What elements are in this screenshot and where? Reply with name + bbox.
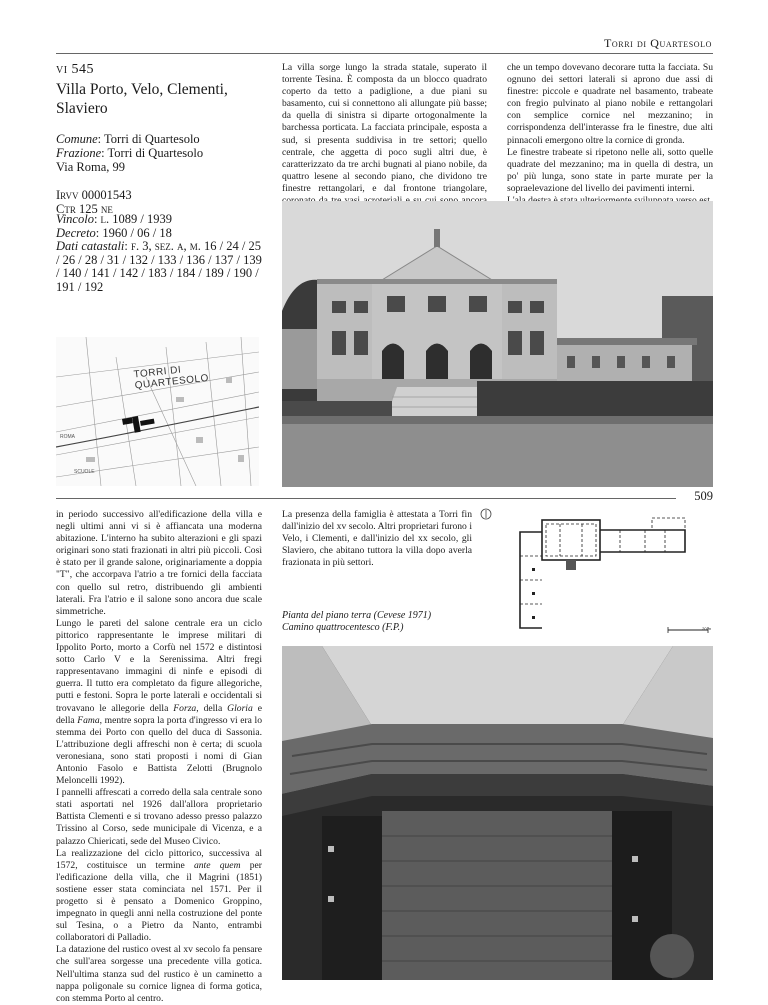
comune-row bbox=[56, 132, 256, 146]
text-run: e della bbox=[56, 702, 262, 726]
map-school-label: SCUOLE bbox=[74, 469, 95, 475]
fireplace-drawing bbox=[282, 646, 713, 980]
text-run: , della bbox=[196, 702, 228, 714]
paragraph bbox=[56, 848, 262, 945]
figure-captions bbox=[282, 610, 462, 634]
text-run: , mentre sopra la porta d'ingresso vi era lo stemma dei Porto con quello del duca di Sassonia. L'attribuzione degli affreschi non è certa; di scuola veronesiana, sono stati proposti i nomi di Gian Antonio Fasolo e Battista Zelotti (Brugnolo Meloncelli 1992). bbox=[56, 714, 262, 787]
paragraph: La presenza della famiglia è attestata a Torri fin dall'inizio del xv secolo. Altri proprietari furono i Velo, i Clementi, e dall'inizio del xx secolo, gli Slaviero, che abitano tuttora la villa dopo averla frazionata in più settori. bbox=[282, 509, 472, 569]
entry-code: vi 545 bbox=[56, 62, 95, 77]
facade-drawing bbox=[282, 201, 713, 487]
decreto-value: : 1960 / 06 / 18 bbox=[95, 225, 172, 240]
allegory-fama: Fama bbox=[77, 714, 100, 726]
comune-label: Comune bbox=[56, 132, 98, 146]
paragraph bbox=[56, 618, 262, 787]
vincolo-label: Vincolo bbox=[56, 212, 94, 226]
paragraph: in periodo successivo all'edificazione della villa e negli ultimi anni vi si è affiancata una moderna abitazione. L'interno ha subito alterazioni e gli spazi originari sono stati frazionati in altri più piccoli. Così è stato per il grande salone, originariamente a doppia "T", che accorpava l'atrio a tre fornici della facciata con quello sul retro, distribuendo gli ambienti laterali. Fra l'atrio e il salone sono ancora due scale simmetriche. bbox=[56, 509, 262, 617]
location-block bbox=[56, 132, 256, 174]
text-column-2-top bbox=[282, 62, 487, 219]
catalogue-entry bbox=[56, 60, 256, 216]
fireplace-photo bbox=[282, 646, 713, 980]
decreto-label: Decreto bbox=[56, 225, 96, 240]
frazione-value: : Torri di Quartesolo bbox=[101, 146, 204, 160]
comune-value: : Torri di Quartesolo bbox=[97, 132, 200, 146]
vincolo-value: : l. 1089 / 1939 bbox=[93, 212, 173, 226]
page-number: 509 bbox=[694, 489, 713, 503]
location-map bbox=[56, 337, 259, 486]
paragraph: Le finestre trabeate si ripetono nelle ali, sotto quelle quadrate del mezzanino; ma in quella di destra, un po' più lunga, sono state in parte murate per la sopraelevazione del livello dei pavimenti interni. bbox=[507, 146, 713, 194]
villa-name: Villa Porto, Velo, Clementi, Slaviero bbox=[56, 81, 228, 117]
paragraph: I pannelli affrescati a corredo della sala centrale sono stati asportati nel 1926 dall'allora proprietario Battista Clementi e si trovano adesso presso palazzo Trissino al Corso, sede municipale di Vicenza, e a palazzo Chiericati, sede del Museo Civico. bbox=[56, 787, 262, 847]
photo-caption: Camino quattrocentesco (F.P.) bbox=[282, 622, 404, 633]
frazione-row bbox=[56, 146, 256, 160]
plan-scale-label: 20 m bbox=[702, 626, 711, 631]
frazione-label: Frazione bbox=[56, 146, 102, 160]
irvv-code: Irvv 00001543 bbox=[56, 188, 132, 202]
address: Via Roma, 99 bbox=[56, 160, 126, 174]
text-column-1-bottom bbox=[56, 509, 262, 1005]
vincolo-row bbox=[56, 213, 266, 227]
catastali-label: Dati catastali bbox=[56, 239, 125, 253]
running-header: Torri di Quartesolo bbox=[603, 36, 712, 50]
text-run: per l'edificazione della villa, che il Magrini (1851) sostiene esser stata cominciata nel 1571. Per il progetto si è pensato a Domenico Groppino, impegnato in quegli anni nella costruzione del ponte sul Tesina, o a Pietro da Nanto, entrambi collaboratori di Palladio. bbox=[56, 859, 262, 944]
paragraph: La villa sorge lungo la strada statale, superato il torrente Tesina. È composta da un blocco quadrato coperto da tetto a padiglione, a due piani su basamento, cui si connettono ali allungate più basse; da quella di sinistra si diparte ortogonalmente la barchessa porticata. La facciata principale, esposta a sud, si presenta suddivisa in tre settori; quello centrale, che aggetta di poco sugli altri due, è caratterizzato da tre archi bugnati al piano nobile, da quattro lesene al secondo piano, che dividono tre finestre rettangolari, e dal frontone triangolare, bbox=[282, 62, 487, 194]
plan-caption: Pianta del piano terra (Cevese 1971) bbox=[282, 610, 432, 621]
allegory-gloria: Gloria bbox=[227, 702, 253, 714]
villa-facade-photo bbox=[282, 201, 713, 487]
ctr-code: Ctr 125 ne bbox=[56, 202, 113, 216]
map-street-label: ROMA bbox=[60, 434, 75, 440]
map-label: TORRI DI QUARTESOLO bbox=[133, 364, 210, 392]
header-rule bbox=[56, 53, 713, 54]
mid-rule bbox=[56, 498, 676, 499]
paragraph: La datazione del rustico ovest al xv secolo fa pensare che sull'area sorgesse una precedente villa gotica. Nell'ultima stanza sud del rustico è un caminetto a nappa poligonale su cornice lignea di forma gotica, con stemma Porto al centro. bbox=[56, 944, 262, 1004]
floor-plan bbox=[480, 508, 713, 636]
text-column-3-top bbox=[507, 62, 713, 207]
allegory-forza: Forza bbox=[173, 702, 197, 714]
decreto-row bbox=[56, 227, 266, 241]
text-run: Lungo le pareti del salone centrale era un ciclo pittorico rappresentante le imprese militari di Ippolito Porto, morto a Corfù nel 1572 e distintosi sotto Carlo V e la Serenissima. Altri fregi rappresentavano immagini di ninfe e episodi di guerra. Il tutto era completato da figure allegoriche, putti e festoni. Sopra le porte laterali e occidentali si trovavano le allegorie della bbox=[56, 617, 262, 714]
floor-plan-drawing bbox=[480, 508, 713, 636]
catastali-value: : f. 3, sez. a, m. 16 / 24 / 25 / 26 / 28 / 31 / 132 / 133 / 136 / 137 / 139 / 140 / 141 / 142 / 183 / 184 / 189 / 190 / 191 / 192 bbox=[56, 239, 262, 294]
catastali-row bbox=[56, 240, 266, 294]
text-column-2-bottom bbox=[282, 509, 472, 569]
paragraph: che un tempo dovevano decorare tutta la facciata. Su ognuno dei settori laterali si aprono due assi di finestre: piccole e quadrate nel basamento, trabeate con fregio pulvinato al piano nobile e rettangolari con semplice cornice nel mezzanino; in corrispondenza dell'interasse fra le finestre, due alti pinnacoli emergono oltre la cornice di gronda. bbox=[507, 62, 713, 146]
text-run: La realizzazione del ciclo pittorico, successiva al 1572, costituisce un termine bbox=[56, 847, 262, 871]
legal-block bbox=[56, 213, 266, 294]
ante-quem-term: ante quem bbox=[193, 859, 241, 871]
